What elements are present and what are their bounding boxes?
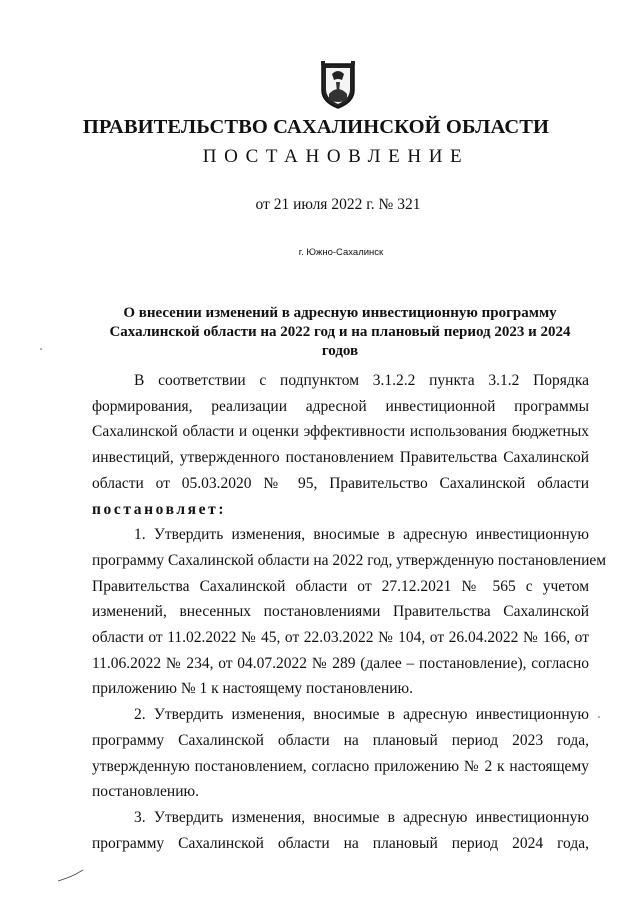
coat-of-arms-icon xyxy=(318,60,358,110)
body-line: 3. Утвердить изменения, вносимые в адресную инвестиционную xyxy=(134,808,589,826)
body-line: постановлению. xyxy=(92,783,199,801)
body-line: программу Сахалинской области на 2022 год, утвержденную постановлением xyxy=(92,551,607,569)
body-line: Правительства Сахалинской области от 27.12.2021 № 565 с учетом xyxy=(92,577,589,595)
body-line: формирования, реализации адресной инвестиционной программы xyxy=(92,397,589,415)
body-line: изменений, внесенных постановлениями Правительства Сахалинской xyxy=(92,603,589,621)
body-line: 1. Утвердить изменения, вносимые в адресную инвестиционную xyxy=(134,526,589,544)
body-line: 11.06.2022 № 234, от 04.07.2022 № 289 (далее – постановление), согласно xyxy=(92,654,589,672)
title-line: годов xyxy=(321,343,359,359)
body-line: Сахалинской области и оценки эффективности использования бюджетных xyxy=(92,423,589,441)
scan-speck xyxy=(598,716,600,718)
scan-speck xyxy=(40,348,42,350)
body-line: программу Сахалинской области на плановый период 2023 года, xyxy=(92,731,589,749)
body-line: области от 11.02.2022 № 45, от 22.03.2022 № 104, от 26.04.2022 № 166, от xyxy=(92,629,589,647)
document-date-number: от 21 июля 2022 г. № 321 xyxy=(255,196,421,213)
body-line: программу Сахалинской области на плановый период 2024 года, xyxy=(92,834,589,852)
title-line: Сахалинской области на 2022 год и на плановый период 2023 и 2024 xyxy=(109,324,571,340)
document-city: г. Южно-Сахалинск xyxy=(298,247,384,258)
document-body xyxy=(92,368,607,856)
item-3-paragraph xyxy=(92,805,589,856)
organization-name: ПРАВИТЕЛЬСТВО САХАЛИНСКОЙ ОБЛАСТИ xyxy=(82,116,550,138)
item-2-paragraph xyxy=(92,702,589,805)
body-line: В соответствии с подпунктом 3.1.2.2 пункта 3.1.2 Порядка xyxy=(134,372,589,389)
resolves-word: постановляет: xyxy=(92,500,227,518)
item-1-paragraph xyxy=(92,522,607,702)
document-title xyxy=(100,304,580,361)
title-line: О внесении изменений в адресную инвестиционную программу xyxy=(123,305,557,321)
preamble-paragraph xyxy=(92,368,589,522)
body-line: приложению № 1 к настоящему постановлению. xyxy=(92,680,413,698)
document-type: ПОСТАНОВЛЕНИЕ xyxy=(202,146,470,167)
body-line: утвержденную постановлением, согласно приложению № 2 к настоящему xyxy=(92,757,589,775)
pen-mark-icon xyxy=(56,866,86,884)
body-line: инвестиций, утвержденного постановлением Правительства Сахалинской xyxy=(92,449,589,467)
body-line: области от 05.03.2020 № 95, Правительство Сахалинской области xyxy=(92,474,589,492)
body-line: 2. Утвердить изменения, вносимые в адресную инвестиционную xyxy=(134,706,589,724)
